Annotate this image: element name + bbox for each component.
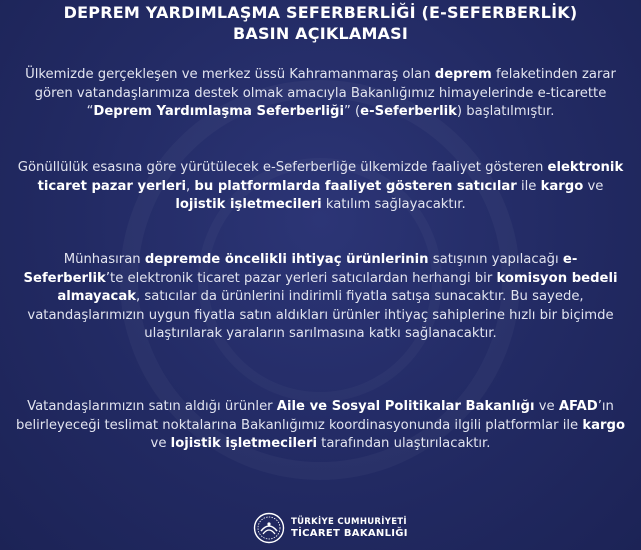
body-text: , satıcılar da ürünlerini indirimli fiyatla satışa sunacaktır. Bu sayede, vatandaşlarımızın uygun fiyatla satın aldıkları ürünler ihtiyaç sahiplerine hızlı bir biçimde ulaştırılarak yaraların sarılmasına katkı sağlanacaktır. [27,289,614,341]
body-text: satışının yapılacağı [428,252,563,267]
body-text: ’ın belirleyeceği teslimat noktalarına Bakanlığımız koordinasyonunda ilgili platformlar ile [15,399,614,433]
body-text: Münhasıran [63,252,145,267]
body-text: ile [516,178,541,194]
paragraph [14,398,627,454]
body-text: Gönüllülük esasına göre yürütülecek e-Seferberliğe ülkemizde faaliyet gösteren [17,160,548,175]
page-subtitle: BASIN AÇIKLAMASI [232,24,409,43]
footer-line2: TİCARET BAKANLIĞI [291,528,408,539]
emphasis-text: lojistik işletmecileri [175,197,322,212]
emphasis-text: komisyon bedeli almayacak [57,270,618,304]
body-text: ve [150,436,171,451]
body-text: ve [534,399,559,414]
footer-line1: TÜRKİYE CUMHURİYETİ [291,517,407,527]
emphasis-text: bu platformlarda faaliyet gösteren satıcılar [194,178,517,194]
emphasis-text: e-Seferberlik [360,104,457,119]
emphasis-text: elektronik ticaret pazar yerleri [37,160,624,194]
emphasis-text: AFAD [558,399,598,414]
emphasis-text: kargo [582,417,626,433]
body-text: Vatandaşlarımızın satın aldığı ürünler [27,399,277,414]
paragraph [14,251,627,344]
emphasis-text: lojistik işletmecileri [170,436,317,451]
emphasis-text: e-Seferberlik [23,252,578,286]
footer-brand [253,512,408,544]
emphasis-text: Aile ve Sosyal Politikalar Bakanlığı [276,399,535,414]
paragraph [14,159,627,215]
body-text: ’te elektronik ticaret pazar yerleri satıcılardan herhangi bir [105,270,497,286]
body-text: , [186,178,195,194]
emphasis-text: deprem [434,67,492,82]
emphasis-text: depremde öncelikli ihtiyaç ürünlerinin [144,252,429,267]
body-text: tarafından ulaştırılacaktır. [316,436,491,451]
body-text: ) başlatılmıştır. [456,104,555,119]
paragraph [14,66,627,122]
body-text: ve [583,178,604,194]
emphasis-text: kargo [540,178,584,194]
body-text: katılım sağlayacaktır. [321,197,466,212]
body-text: Ülkemizde gerçekleşen ve merkez üssü Kahramanmaraş olan [25,67,435,82]
ministry-emblem-icon [253,512,285,544]
emphasis-text: Deprem Yardımlaşma Seferberliği [93,104,344,119]
body-text: ” ( [343,104,361,119]
page-title: DEPREM YARDIMLAŞMA SEFERBERLİĞİ (E-SEFERBERLİK) [63,3,578,22]
body-text: felaketinden zarar gören vatandaşlarımıza destek olmak amacıyla Bakanlığımız himayelerinde e-ticarette “ [34,67,616,119]
